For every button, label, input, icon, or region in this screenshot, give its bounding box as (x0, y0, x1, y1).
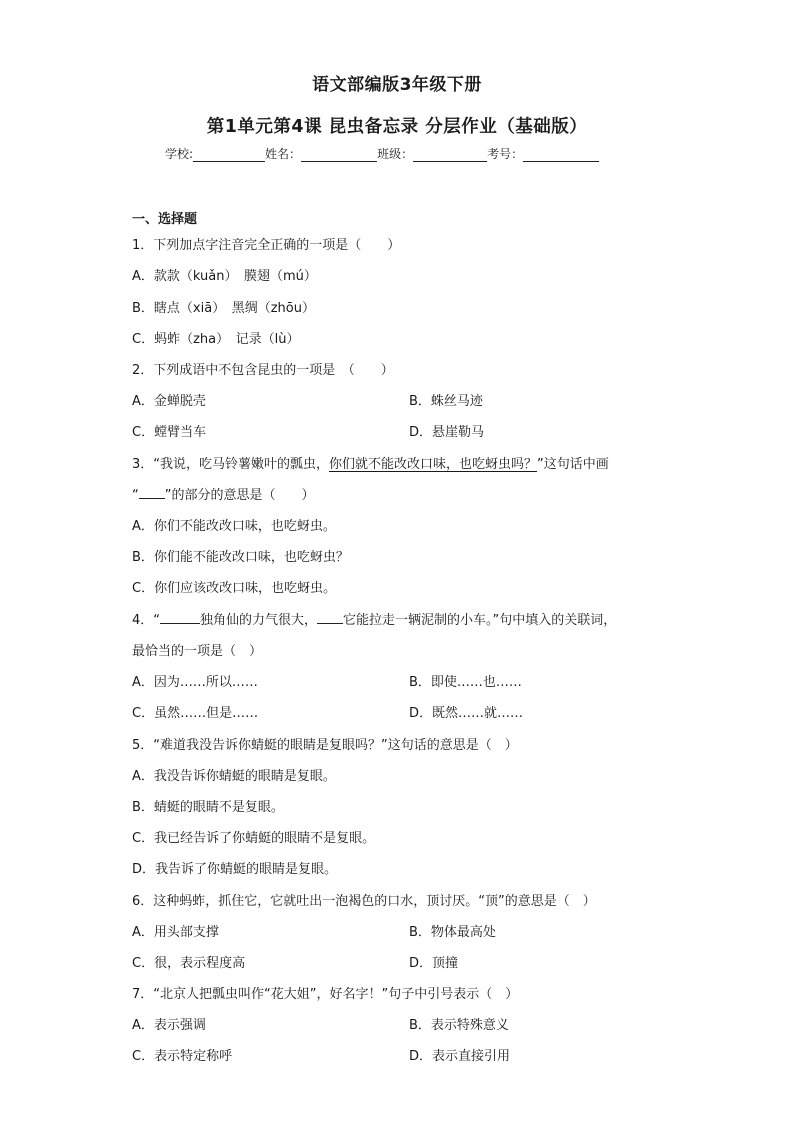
question-2-option-b[interactable]: B．蛛丝马迹 (409, 394, 483, 409)
student-info-row (165, 145, 635, 162)
question-5-option-a[interactable]: A．我没告诉你蜻蜓的眼睛是复眼。 (132, 769, 336, 784)
question-7-option-c[interactable]: C．表示特定称呼 (132, 1049, 233, 1064)
question-1-option-c[interactable]: C．蚂蚱（zha） 记录（lù） (132, 332, 300, 347)
question-4-stem-mid: 独角仙的力气很大， (200, 613, 318, 628)
question-7-option-b[interactable]: B．表示特殊意义 (409, 1018, 509, 1033)
question-3-option-a[interactable]: A．你们不能改改口味，也吃蚜虫。 (132, 519, 336, 534)
question-7-option-d[interactable]: D．表示直接引用 (409, 1049, 511, 1064)
question-3-option-c[interactable]: C．你们应该改改口味，也吃蚜虫。 (132, 581, 337, 596)
question-3-stem-post: ”这句话中画 (537, 457, 609, 472)
question-4-option-a[interactable]: A．因为……所以…… (132, 675, 258, 690)
name-blank[interactable] (301, 147, 377, 162)
section-heading: 一、选择题 (132, 212, 198, 227)
question-2-stem: 2．下列成语中不包含昆虫的一项是 （ ） (132, 363, 394, 378)
page-subtitle: 第1单元第4课 昆虫备忘录 分层作业（基础版） (206, 117, 588, 137)
class-label: 班级： (377, 147, 414, 161)
question-7-stem: 7．“北京人把瓢虫叫作“花大姐”，好名字！”句子中引号表示（ ） (132, 987, 519, 1002)
exam-no-label: 考号： (487, 147, 524, 161)
name-label: 姓名： (265, 147, 302, 161)
question-5-stem: 5．“难道我没告诉你蜻蜓的眼睛是复眼吗？”这句话的意思是（ ） (132, 738, 518, 753)
question-4-stem-line2: 最恰当的一项是（ ） (132, 644, 263, 659)
question-2-option-c[interactable]: C．螳臂当车 (132, 425, 207, 440)
question-4-option-b[interactable]: B．即使……也…… (409, 675, 522, 690)
school-label: 学校: (165, 147, 194, 161)
question-5-option-b[interactable]: B．蜻蜓的眼睛不是复眼。 (132, 800, 284, 815)
question-1-option-b[interactable]: B．瞎点（xiā） 黑绸（zhōu） (132, 301, 315, 316)
question-3-underlined-text: 你们就不能改改口味，也吃蚜虫吗？ (329, 457, 538, 472)
question-6-stem: 6．这种蚂蚱，抓住它，它就吐出一泡褐色的口水，顶讨厌。“顶”的意思是（ ） (132, 894, 596, 909)
question-3-option-b[interactable]: B．你们能不能改改口味，也吃蚜虫？ (132, 550, 349, 565)
question-5-option-d[interactable]: D．我告诉了你蜻蜓的眼睛是复眼。 (132, 862, 338, 877)
question-4-stem-post: 它能拉走一辆泥制的小车。”句中填入的关联词， (343, 613, 617, 628)
question-4-stem (132, 609, 616, 628)
school-blank[interactable] (193, 147, 265, 162)
question-3-stem (132, 453, 609, 472)
question-3-stem-line2 (132, 484, 315, 503)
question-6-option-c[interactable]: C．很，表示程度高 (132, 956, 246, 971)
question-5-option-c[interactable]: C．我已经告诉了你蜻蜓的眼睛不是复眼。 (132, 831, 376, 846)
page-title: 语文部编版3年级下册 (312, 75, 482, 95)
question-1-stem: 1．下列加点字注音完全正确的一项是（ ） (132, 238, 401, 253)
question-4-option-d[interactable]: D．既然……就…… (409, 706, 524, 721)
question-4-blank-1[interactable] (160, 611, 200, 624)
exam-no-blank[interactable] (523, 147, 599, 162)
question-3-quote-open: “ (132, 488, 139, 503)
question-6-option-b[interactable]: B．物体最高处 (409, 925, 496, 940)
question-3-stem-line2-text: ”的部分的意思是（ ） (164, 488, 315, 503)
question-4-option-c[interactable]: C．虽然……但是…… (132, 706, 259, 721)
question-3-stem-pre: 3．“我说，吃马铃薯嫩叶的瓢虫， (132, 457, 330, 472)
class-blank[interactable] (413, 147, 487, 162)
question-4-stem-pre: 4．“ (132, 613, 161, 628)
question-4-blank-2[interactable] (317, 611, 343, 624)
question-2-option-d[interactable]: D．悬崖勒马 (409, 425, 485, 440)
question-6-option-d[interactable]: D．顶撞 (409, 956, 459, 971)
question-7-option-a[interactable]: A．表示强调 (132, 1018, 206, 1033)
question-2-option-a[interactable]: A．金蝉脱壳 (132, 394, 206, 409)
question-6-option-a[interactable]: A．用头部支撑 (132, 925, 219, 940)
question-3-underline-sample (139, 486, 165, 499)
question-1-option-a[interactable]: A．款款（kuǎn） 膜翅（mú） (132, 269, 317, 284)
